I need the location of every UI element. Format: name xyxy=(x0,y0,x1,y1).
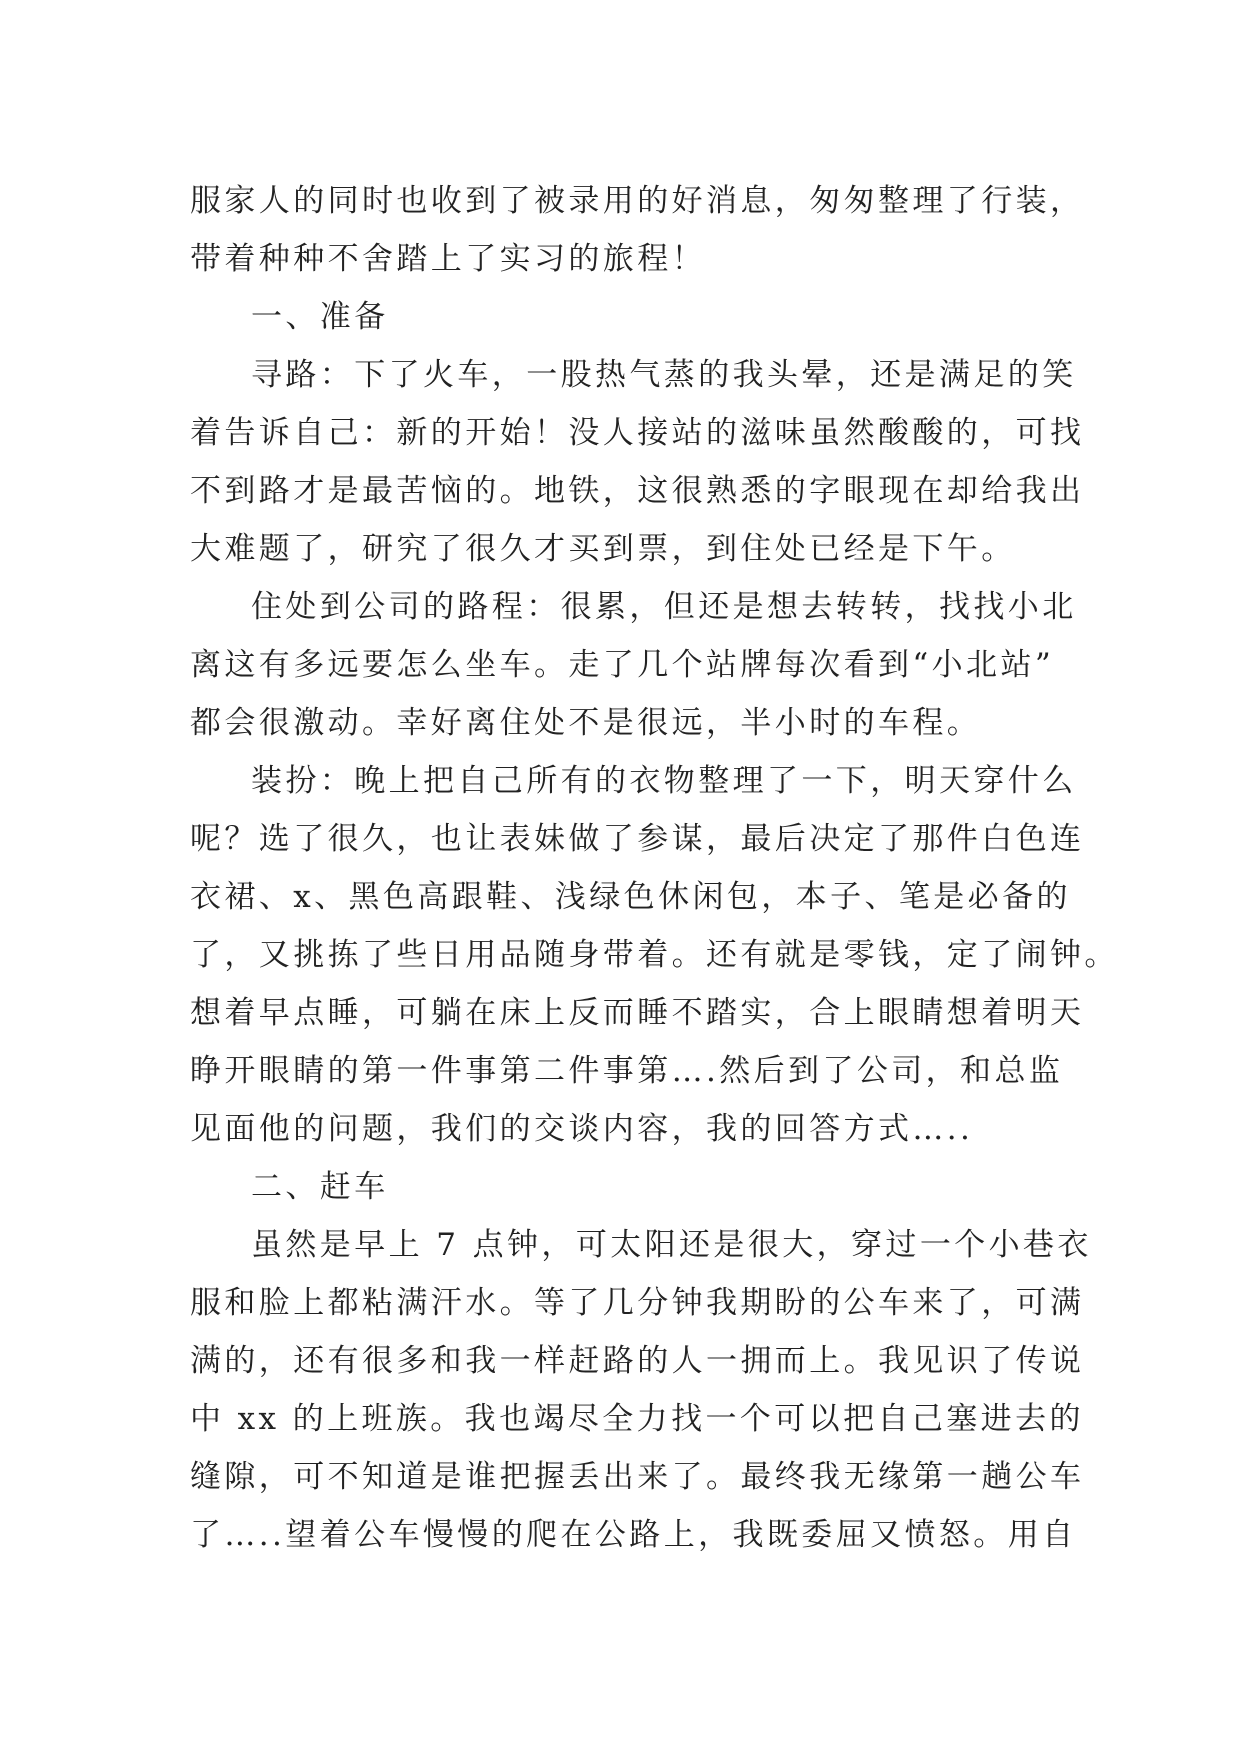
section-heading-catching-bus: 二、赶车 xyxy=(251,1169,389,1205)
body-text-line: 服家人的同时也收到了被录用的好消息，匆匆整理了行装， xyxy=(190,183,1085,219)
body-text-line: 睁开眼睛的第一件事第二件事第….然后到了公司，和总监 xyxy=(190,1053,1064,1089)
body-text-line: 着告诉自己：新的开始！没人接站的滋味虽然酸酸的，可找 xyxy=(190,415,1085,451)
body-text-line: 想着早点睡，可躺在床上反而睡不踏实，合上眼睛想着明天 xyxy=(190,995,1085,1031)
body-text-line: 服和脸上都粘满汗水。等了几分钟我期盼的公车来了，可满 xyxy=(190,1285,1085,1321)
body-text-line: 衣裙、x、黑色高跟鞋、浅绿色休闲包，本子、笔是必备的 xyxy=(190,879,1071,915)
body-text-line: 了…..望着公车慢慢的爬在公路上，我既委屈又愤怒。用自 xyxy=(190,1517,1077,1553)
body-text-line: 离这有多远要怎么坐车。走了几个站牌每次看到“小北站” xyxy=(190,647,1055,683)
paragraph-first-line: 住处到公司的路程：很累，但还是想去转转，找找小北 xyxy=(251,589,1077,625)
body-text-line: 都会很激动。幸好离住处不是很远，半小时的车程。 xyxy=(190,705,982,741)
body-text-line: 大难题了，研究了很久才买到票，到住处已经是下午。 xyxy=(190,531,1016,567)
body-text-line: 缝隙，可不知道是谁把握丢出来了。最终我无缘第一趟公车 xyxy=(190,1459,1085,1495)
body-text-line: 了，又挑拣了些日用品随身带着。还有就是零钱，定了闹钟。 xyxy=(190,937,1119,973)
paragraph-first-line: 装扮：晚上把自己所有的衣物整理了一下，明天穿什么 xyxy=(251,763,1077,799)
paragraph-first-line: 寻路：下了火车，一股热气蒸的我头晕，还是满足的笑 xyxy=(251,357,1077,393)
section-heading-preparation: 一、准备 xyxy=(251,299,389,335)
body-text-line: 中 xx 的上班族。我也竭尽全力找一个可以把自己塞进去的 xyxy=(190,1401,1084,1437)
paragraph-first-line: 虽然是早上 7 点钟，可太阳还是很大，穿过一个小巷衣 xyxy=(251,1227,1092,1263)
body-text-line: 呢？选了很久，也让表妹做了参谋，最后决定了那件白色连 xyxy=(190,821,1085,857)
body-text-line: 满的，还有很多和我一样赶路的人一拥而上。我见识了传说 xyxy=(190,1343,1085,1379)
body-text-line: 见面他的问题，我们的交谈内容，我的回答方式….. xyxy=(190,1111,974,1147)
body-text-line: 带着种种不舍踏上了实习的旅程！ xyxy=(190,241,706,277)
body-text-line: 不到路才是最苦恼的。地铁，这很熟悉的字眼现在却给我出 xyxy=(190,473,1085,509)
